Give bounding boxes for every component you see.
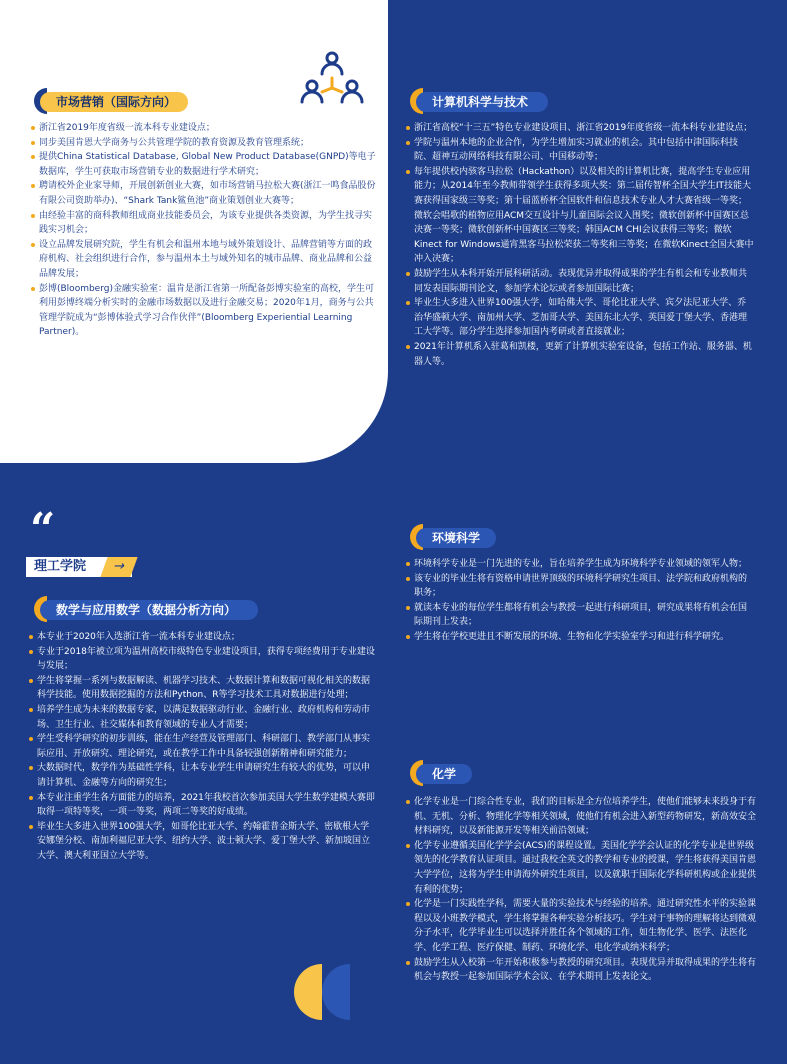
- list-item: 本专业于2020年入选浙江省一流本科专业建设点；: [28, 630, 378, 645]
- section-title: 计算机科学与技术: [432, 95, 529, 109]
- people-network-icon: [300, 48, 364, 112]
- section-title: 市场营销（国际方向）: [56, 95, 177, 109]
- list-item: 专业于2018年被立项为温州高校市级特色专业建设项目，获得专项经费用于专业建设与发展；: [28, 645, 378, 674]
- cs-list: [405, 121, 755, 369]
- semicircles-decoration-icon: [290, 960, 354, 1024]
- list-item: 浙江省2019年度省级一流本科专业建设点；: [30, 121, 378, 136]
- env-list: [405, 557, 755, 645]
- list-item: 2021年计算机系入驻葛和凯楼，更新了计算机实验室设备，包括工作站、服务器、机器人等。: [405, 340, 755, 369]
- list-item: 毕业生大多进入世界100强大学，如哈佛大学、哥伦比亚大学、宾夕法尼亚大学、乔治华盛顿大学、南加州大学、芝加哥大学、美国东北大学、英国爱丁堡大学、香港理工大学等。部分学生选择参加国内考研或者直接就业；: [405, 296, 755, 340]
- list-item: 学院与温州本地的企业合作，为学生增加实习就业的机会。其中包括中津国际科技院、超神互动网络科技有限公司、中国移动等；: [405, 136, 755, 165]
- list-item: 每年提供校内骇客马拉松（Hackathon）以及相关的计算机比赛，提高学生专业应用能力；从2014年至今教师带领学生获得多项大奖：第二届传智杯全国大学生IT技能大赛获得国家级三等奖；第十届蓝桥杯全国软件和信息技术专业人才大赛省级一等奖；微软会唱歌的植物应用ACM交互设计与儿童国际会议入围奖；微软创新杯中国赛区总决赛一等奖；微软创新杯中国赛区三等奖；韩国ACM CHI会议获得三等奖；微软Kinect for Windows通宵黑客马拉松荣获二等奖和三等奖；在微软Kinect全国大赛中冲入决赛；: [405, 165, 755, 267]
- list-item: 彭博(Bloomberg)金融实验室：温肯是浙江省第一所配备彭博实验室的高校，学生可利用彭博终端分析实时的金融市场数据以及进行金融交易；2020年1月，商务与公共管理学院成为“彭博体验式学习合作伙伴”(Bloomberg Experiential Learning Partner)。: [30, 282, 378, 340]
- list-item: 化学专业遵循美国化学学会(ACS)的课程设置。美国化学学会认证的化学专业是世界级领先的化学教育认证项目。通过我校全英文的教学和专业的授课，学生将获得美国肯恩大学学位，这将为学生申请海外研究生项目，以及就职于国际化学科研机构或企业提供有利的优势；: [405, 839, 757, 897]
- list-item: 培养学生成为未来的数据专家，以满足数据驱动行业、金融行业、政府机构和劳动市场、卫生行业、社交媒体和教育领域的专业人才需要；: [28, 703, 378, 732]
- list-item: 鼓励学生从本科开始开展科研活动。表现优异并取得成果的学生有机会和专业教师共同发表国际期刊论文，参加学术论坛或者参加国际比赛；: [405, 267, 755, 296]
- list-item: 浙江省高校“十三五”特色专业建设项目、浙江省2019年度省级一流本科专业建设点；: [405, 121, 755, 136]
- list-item: 环境科学专业是一门先进的专业，旨在培养学生成为环境科学专业领域的领军人物；: [405, 557, 755, 572]
- list-item: 学生将在学校更进且不断发展的环境、生物和化学实验室学习和进行科学研究。: [405, 630, 755, 645]
- list-item: 学生将掌握一系列与数据解读、机器学习技术、大数据计算和数据可视化相关的数据科学技能。使用数据挖掘的方法和Python、R等学习技术工具对数据进行处理；: [28, 674, 378, 703]
- list-item: 大数据时代，数学作为基础性学科，让本专业学生申请研究生有较大的优势，可以申请计算机、金融等方向的研究生；: [28, 761, 378, 790]
- list-item: 化学是一门实践性学科，需要大量的实验技术与经验的培养。通过研究性水平的实验课程以及小班教学模式，学生将掌握各种实验分析技巧。学生对于事物的理解将达到微观分子水平，化学毕业生可以选择并胜任各个领域的工作，如生物化学、医学、法医化学、化学工程、医疗保健、制药、环境化学、电化学或纳米科学；: [405, 897, 757, 955]
- section-title: 化学: [432, 767, 457, 781]
- list-item: 同步美国肯恩大学商务与公共管理学院的教育资源及教育管理系统；: [30, 136, 378, 151]
- list-item: 提供China Statistical Database, Global New Product Database(GNPD)等电子数据库，学生可获取市场营销专业的数据进行学术研究；: [30, 150, 378, 179]
- section-title: 环境科学: [432, 531, 481, 545]
- chem-list: [405, 795, 757, 985]
- quote-mark-icon: “: [30, 504, 56, 555]
- marketing-list: [30, 121, 378, 340]
- arrow-right-icon: →: [100, 557, 137, 577]
- list-item: 就读本专业的每位学生都将有机会与教授一起进行科研项目，研究成果将有机会在国际期刊上发表；: [405, 601, 755, 630]
- list-item: 本专业注重学生各方面能力的培养，2021年我校首次参加美国大学生数学建模大赛即取得一项特等奖，一项一等奖，两项二等奖的好成绩。: [28, 791, 378, 820]
- list-item: 学生受科学研究的初步训练，能在生产经营及管理部门、科研部门、教学部门从事实际应用、开放研究、理论研究，或在教学工作中具备较强创新精神和研究能力；: [28, 732, 378, 761]
- list-item: 化学专业是一门综合性专业，我们的目标是全方位培养学生，使他们能够未来投身于有机、无机、分析、物理化学等相关领域，使他们有机会进入新型药物研发，新高效安全材料研究，以及新能源开发等相关前沿领域；: [405, 795, 757, 839]
- math-list: [28, 630, 378, 864]
- college-badge: 理工学院: [26, 557, 132, 577]
- list-item: 设立品牌发展研究院，学生有机会和温州本地与域外策划设计、品牌营销等方面的政府机构、社会组织进行合作，参与温州本土与域外知名的城市品牌、商业品牌和公益品牌发展；: [30, 238, 378, 282]
- list-item: 鼓励学生从入校第一年开始积极参与教授的研究项目。表现优异并取得成果的学生将有机会与教授一起参加国际学术会议、在学术期刊上发表论文。: [405, 956, 757, 985]
- list-item: 该专业的毕业生将有资格申请世界顶级的环境科学研究生项目、法学院和政府机构的职务；: [405, 572, 755, 601]
- section-title: 数学与应用数学（数据分析方向）: [56, 603, 237, 617]
- list-item: 由经验丰富的商科教师组成商业技能委员会，为该专业提供各类资源，为学生找寻实践实习机会；: [30, 209, 378, 238]
- list-item: 聘请校外企业家导师，开展创新创业大赛，如市场营销马拉松大赛(浙江一鸣食品股份有限公司资助举办)、“Shark Tank鲨鱼池”商业策划创业大赛等；: [30, 179, 378, 208]
- list-item: 毕业生大多进入世界100强大学，如哥伦比亚大学、约翰霍普金斯大学、密歇根大学安娜堡分校、南加利福尼亚大学、纽约大学、波士顿大学、爱丁堡大学、新加坡国立大学、澳大利亚国立大学等。: [28, 820, 378, 864]
